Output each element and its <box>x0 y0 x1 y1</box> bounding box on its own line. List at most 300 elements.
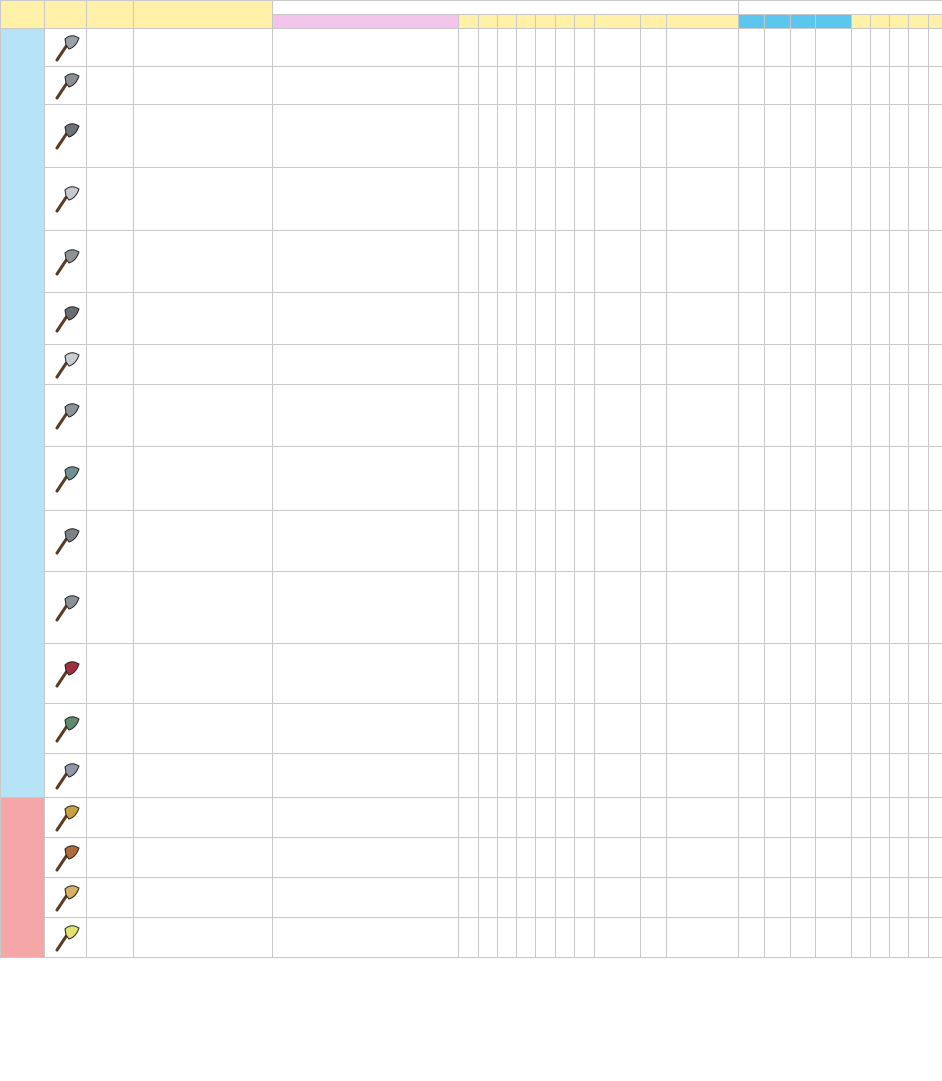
stat-price <box>459 67 479 105</box>
stat-power <box>479 838 498 878</box>
stat-m-power <box>852 918 871 958</box>
weapon-source <box>273 644 459 704</box>
stat-price <box>459 644 479 704</box>
stat-steel <box>765 704 791 754</box>
stat-counter <box>595 29 641 67</box>
stat-gold <box>816 754 852 798</box>
stat-hit <box>498 838 517 878</box>
stat-silver <box>791 105 816 168</box>
steel-great-axe-icon <box>51 304 81 334</box>
stat-m-weight <box>909 447 929 511</box>
stat-price <box>459 704 479 754</box>
stat-avoid-b <box>575 447 595 511</box>
throwing-axe-icon <box>51 464 81 494</box>
stat-range <box>641 918 667 958</box>
weapon-icon-cell <box>45 918 87 958</box>
stat-iron <box>739 798 765 838</box>
silver-axe-icon <box>51 184 81 214</box>
stat-power <box>479 798 498 838</box>
stat-rank <box>667 447 739 511</box>
weapon-name <box>87 644 134 704</box>
stat-avoid-b <box>575 293 595 345</box>
stat-crit <box>517 29 536 67</box>
stat-counter <box>595 704 641 754</box>
stat-iron <box>739 447 765 511</box>
header-steel <box>765 15 791 29</box>
weapon-row <box>1 918 942 958</box>
stat-range <box>641 345 667 385</box>
stat-m-power <box>852 168 871 231</box>
weapon-row <box>1 67 942 105</box>
stat-m-weight <box>909 838 929 878</box>
stat-avoid-a <box>556 447 575 511</box>
stat-range <box>641 447 667 511</box>
stat-hit <box>498 798 517 838</box>
stat-silver <box>791 447 816 511</box>
header-icon <box>45 1 87 29</box>
stat-steel <box>765 644 791 704</box>
weapon-source <box>273 918 459 958</box>
stat-steel <box>765 67 791 105</box>
header-price <box>459 15 479 29</box>
weapon-icon-cell <box>45 385 87 447</box>
stat-counter <box>595 385 641 447</box>
stat-m-avoid-a <box>929 754 942 798</box>
stat-power <box>479 29 498 67</box>
stat-m-hit <box>871 385 890 447</box>
stat-price <box>459 918 479 958</box>
stat-power <box>479 644 498 704</box>
stat-crit <box>517 293 536 345</box>
weapon-name <box>87 798 134 838</box>
stat-gold <box>816 878 852 918</box>
stat-avoid-b <box>575 168 595 231</box>
stat-m-avoid-a <box>929 385 942 447</box>
stat-power <box>479 704 498 754</box>
stat-rank <box>667 67 739 105</box>
wind-axe-icon <box>51 714 81 744</box>
stat-m-avoid-a <box>929 572 942 644</box>
weapon-name <box>87 572 134 644</box>
stat-price <box>459 105 479 168</box>
stat-gold <box>816 511 852 572</box>
stat-m-weight <box>909 704 929 754</box>
weapon-icon-cell <box>45 798 87 838</box>
stat-m-crit <box>890 385 909 447</box>
weapon-source <box>273 704 459 754</box>
stat-gold <box>816 345 852 385</box>
stat-hit <box>498 447 517 511</box>
stat-m-crit <box>890 29 909 67</box>
stat-range <box>641 105 667 168</box>
stat-hit <box>498 168 517 231</box>
stat-steel <box>765 878 791 918</box>
stat-m-weight <box>909 878 929 918</box>
stat-weight <box>536 704 556 754</box>
header-m-weight <box>909 15 929 29</box>
header-gold <box>816 15 852 29</box>
weapon-icon-cell <box>45 345 87 385</box>
stat-silver <box>791 231 816 293</box>
stat-power <box>479 293 498 345</box>
stat-range <box>641 511 667 572</box>
stat-weight <box>536 385 556 447</box>
stat-steel <box>765 447 791 511</box>
stat-weight <box>536 447 556 511</box>
header-avoid-b <box>575 15 595 29</box>
stat-price <box>459 29 479 67</box>
stat-avoid-a <box>556 572 575 644</box>
weapon-row <box>1 878 942 918</box>
weapon-name <box>87 511 134 572</box>
stat-range <box>641 878 667 918</box>
header-counter <box>595 15 641 29</box>
stat-steel <box>765 293 791 345</box>
stat-power <box>479 918 498 958</box>
stat-weight <box>536 293 556 345</box>
stat-m-hit <box>871 105 890 168</box>
header-group-max <box>739 1 942 15</box>
stat-silver <box>791 385 816 447</box>
stat-m-hit <box>871 754 890 798</box>
weapon-description <box>134 168 273 231</box>
stat-avoid-b <box>575 754 595 798</box>
stat-counter <box>595 918 641 958</box>
stat-m-weight <box>909 918 929 958</box>
stat-steel <box>765 29 791 67</box>
stat-m-power <box>852 511 871 572</box>
stat-weight <box>536 644 556 704</box>
stat-counter <box>595 105 641 168</box>
header-m-power <box>852 15 871 29</box>
stat-m-crit <box>890 644 909 704</box>
stat-iron <box>739 29 765 67</box>
stat-price <box>459 798 479 838</box>
weapon-description <box>134 798 273 838</box>
stat-rank <box>667 754 739 798</box>
stat-counter <box>595 754 641 798</box>
stat-m-avoid-a <box>929 644 942 704</box>
weapon-icon-cell <box>45 572 87 644</box>
stat-power <box>479 168 498 231</box>
stat-rank <box>667 644 739 704</box>
weapon-description <box>134 878 273 918</box>
stat-iron <box>739 385 765 447</box>
stat-rank <box>667 878 739 918</box>
stat-counter <box>595 878 641 918</box>
header-power <box>479 15 498 29</box>
stat-avoid-a <box>556 918 575 958</box>
stat-crit <box>517 878 536 918</box>
stat-m-avoid-a <box>929 918 942 958</box>
weapon-row <box>1 293 942 345</box>
stat-crit <box>517 918 536 958</box>
stat-iron <box>739 105 765 168</box>
weapon-name <box>87 704 134 754</box>
stat-power <box>479 67 498 105</box>
stat-steel <box>765 798 791 838</box>
weapon-row <box>1 168 942 231</box>
weapon-row <box>1 447 942 511</box>
weapon-description <box>134 345 273 385</box>
stat-hit <box>498 572 517 644</box>
stat-m-avoid-a <box>929 293 942 345</box>
iron-great-axe-icon <box>51 247 81 277</box>
stat-hit <box>498 511 517 572</box>
stat-weight <box>536 838 556 878</box>
stat-m-avoid-a <box>929 231 942 293</box>
stat-m-avoid-a <box>929 798 942 838</box>
stat-rank <box>667 511 739 572</box>
stat-gold <box>816 572 852 644</box>
stat-avoid-b <box>575 918 595 958</box>
stat-avoid-b <box>575 345 595 385</box>
stat-crit <box>517 67 536 105</box>
header-m-hit <box>871 15 890 29</box>
stat-price <box>459 345 479 385</box>
stat-rank <box>667 168 739 231</box>
stat-weight <box>536 105 556 168</box>
stat-m-hit <box>871 231 890 293</box>
stat-counter <box>595 67 641 105</box>
weapon-description <box>134 67 273 105</box>
emblem-killer-axe-icon <box>51 923 81 953</box>
stat-weight <box>536 511 556 572</box>
stat-m-crit <box>890 918 909 958</box>
weapon-name <box>87 231 134 293</box>
weapon-name <box>87 293 134 345</box>
weapon-row <box>1 345 942 385</box>
stat-m-hit <box>871 918 890 958</box>
stat-price <box>459 878 479 918</box>
stat-silver <box>791 345 816 385</box>
stat-rank <box>667 293 739 345</box>
stat-m-power <box>852 838 871 878</box>
header-group-basic <box>273 1 739 15</box>
stat-m-power <box>852 704 871 754</box>
stat-hit <box>498 385 517 447</box>
stat-gold <box>816 168 852 231</box>
stat-rank <box>667 798 739 838</box>
stat-weight <box>536 345 556 385</box>
stat-silver <box>791 293 816 345</box>
header-desc <box>134 1 273 29</box>
stat-m-hit <box>871 644 890 704</box>
weapon-name <box>87 385 134 447</box>
war-hammer-icon <box>51 526 81 556</box>
stat-weight <box>536 168 556 231</box>
stat-hit <box>498 231 517 293</box>
stat-m-hit <box>871 447 890 511</box>
stat-gold <box>816 105 852 168</box>
stat-m-power <box>852 447 871 511</box>
silver-great-axe-icon <box>51 350 81 380</box>
stat-avoid-a <box>556 293 575 345</box>
stat-m-weight <box>909 572 929 644</box>
weapon-source <box>273 231 459 293</box>
stat-gold <box>816 231 852 293</box>
stat-counter <box>595 644 641 704</box>
stat-counter <box>595 168 641 231</box>
stat-m-power <box>852 345 871 385</box>
stat-m-weight <box>909 293 929 345</box>
stat-m-avoid-a <box>929 838 942 878</box>
stat-avoid-a <box>556 67 575 105</box>
stat-m-weight <box>909 29 929 67</box>
weapon-name <box>87 838 134 878</box>
stat-silver <box>791 511 816 572</box>
stat-avoid-a <box>556 29 575 67</box>
stat-m-hit <box>871 345 890 385</box>
stat-range <box>641 67 667 105</box>
stat-hit <box>498 754 517 798</box>
stat-m-power <box>852 105 871 168</box>
stat-steel <box>765 168 791 231</box>
stat-counter <box>595 447 641 511</box>
stat-crit <box>517 168 536 231</box>
stat-silver <box>791 754 816 798</box>
stat-m-power <box>852 29 871 67</box>
stat-m-power <box>852 878 871 918</box>
stat-avoid-a <box>556 798 575 838</box>
weapon-source <box>273 105 459 168</box>
weapon-row <box>1 29 942 67</box>
stat-avoid-b <box>575 878 595 918</box>
weapon-description <box>134 754 273 798</box>
stat-rank <box>667 572 739 644</box>
stat-m-power <box>852 572 871 644</box>
stat-price <box>459 447 479 511</box>
weapon-source <box>273 511 459 572</box>
weapon-description <box>134 704 273 754</box>
weapon-source <box>273 878 459 918</box>
weapon-source <box>273 385 459 447</box>
stat-price <box>459 838 479 878</box>
stat-power <box>479 231 498 293</box>
stat-m-power <box>852 67 871 105</box>
stat-avoid-b <box>575 798 595 838</box>
stat-steel <box>765 918 791 958</box>
stat-m-hit <box>871 168 890 231</box>
stat-range <box>641 572 667 644</box>
stat-rank <box>667 105 739 168</box>
stat-m-avoid-a <box>929 878 942 918</box>
stat-iron <box>739 231 765 293</box>
weapon-icon-cell <box>45 168 87 231</box>
stat-iron <box>739 345 765 385</box>
weapon-source <box>273 798 459 838</box>
stat-power <box>479 385 498 447</box>
stat-avoid-a <box>556 385 575 447</box>
stat-steel <box>765 572 791 644</box>
weapon-row <box>1 385 942 447</box>
weapon-icon-cell <box>45 511 87 572</box>
stat-counter <box>595 511 641 572</box>
stat-silver <box>791 838 816 878</box>
stat-m-weight <box>909 231 929 293</box>
stat-m-weight <box>909 511 929 572</box>
stat-crit <box>517 572 536 644</box>
weapon-row <box>1 231 942 293</box>
weapon-name <box>87 447 134 511</box>
hand-axe-icon <box>51 33 81 63</box>
weapon-name <box>87 918 134 958</box>
legend-axe-icon <box>51 803 81 833</box>
stat-m-power <box>852 754 871 798</box>
stat-m-crit <box>890 345 909 385</box>
stat-crit <box>517 704 536 754</box>
stat-rank <box>667 918 739 958</box>
stat-hit <box>498 67 517 105</box>
stat-m-avoid-a <box>929 511 942 572</box>
stat-counter <box>595 572 641 644</box>
weapon-icon-cell <box>45 704 87 754</box>
stat-gold <box>816 447 852 511</box>
stat-m-power <box>852 798 871 838</box>
stat-weight <box>536 231 556 293</box>
stat-m-weight <box>909 345 929 385</box>
stat-crit <box>517 231 536 293</box>
uhbarsal-icon <box>51 843 81 873</box>
weapon-row <box>1 704 942 754</box>
hand-axe-throw-icon <box>51 401 81 431</box>
stat-power <box>479 754 498 798</box>
stat-avoid-b <box>575 572 595 644</box>
stat-weight <box>536 29 556 67</box>
stat-m-hit <box>871 511 890 572</box>
header-m-crit <box>890 15 909 29</box>
header-name <box>87 1 134 29</box>
stat-gold <box>816 704 852 754</box>
stat-avoid-a <box>556 644 575 704</box>
stat-counter <box>595 293 641 345</box>
stat-silver <box>791 798 816 838</box>
halberd-icon <box>51 593 81 623</box>
weapon-icon-cell <box>45 878 87 918</box>
stat-avoid-a <box>556 754 575 798</box>
weapon-source <box>273 345 459 385</box>
stat-range <box>641 704 667 754</box>
weapon-name <box>87 878 134 918</box>
stat-avoid-b <box>575 644 595 704</box>
stat-m-hit <box>871 293 890 345</box>
stat-range <box>641 293 667 345</box>
stat-weight <box>536 918 556 958</box>
stat-m-weight <box>909 105 929 168</box>
stat-hit <box>498 29 517 67</box>
weapon-source <box>273 67 459 105</box>
stat-silver <box>791 572 816 644</box>
stat-gold <box>816 67 852 105</box>
stat-gold <box>816 838 852 878</box>
stat-m-crit <box>890 878 909 918</box>
stat-gold <box>816 918 852 958</box>
weapon-row <box>1 838 942 878</box>
stat-steel <box>765 231 791 293</box>
weapon-name <box>87 105 134 168</box>
stat-iron <box>739 67 765 105</box>
weapon-row <box>1 572 942 644</box>
header-weight <box>536 15 556 29</box>
stat-m-avoid-a <box>929 168 942 231</box>
stat-m-crit <box>890 447 909 511</box>
stat-counter <box>595 798 641 838</box>
stat-m-power <box>852 231 871 293</box>
weapon-row <box>1 754 942 798</box>
stat-silver <box>791 644 816 704</box>
stat-avoid-b <box>575 105 595 168</box>
stat-m-weight <box>909 168 929 231</box>
